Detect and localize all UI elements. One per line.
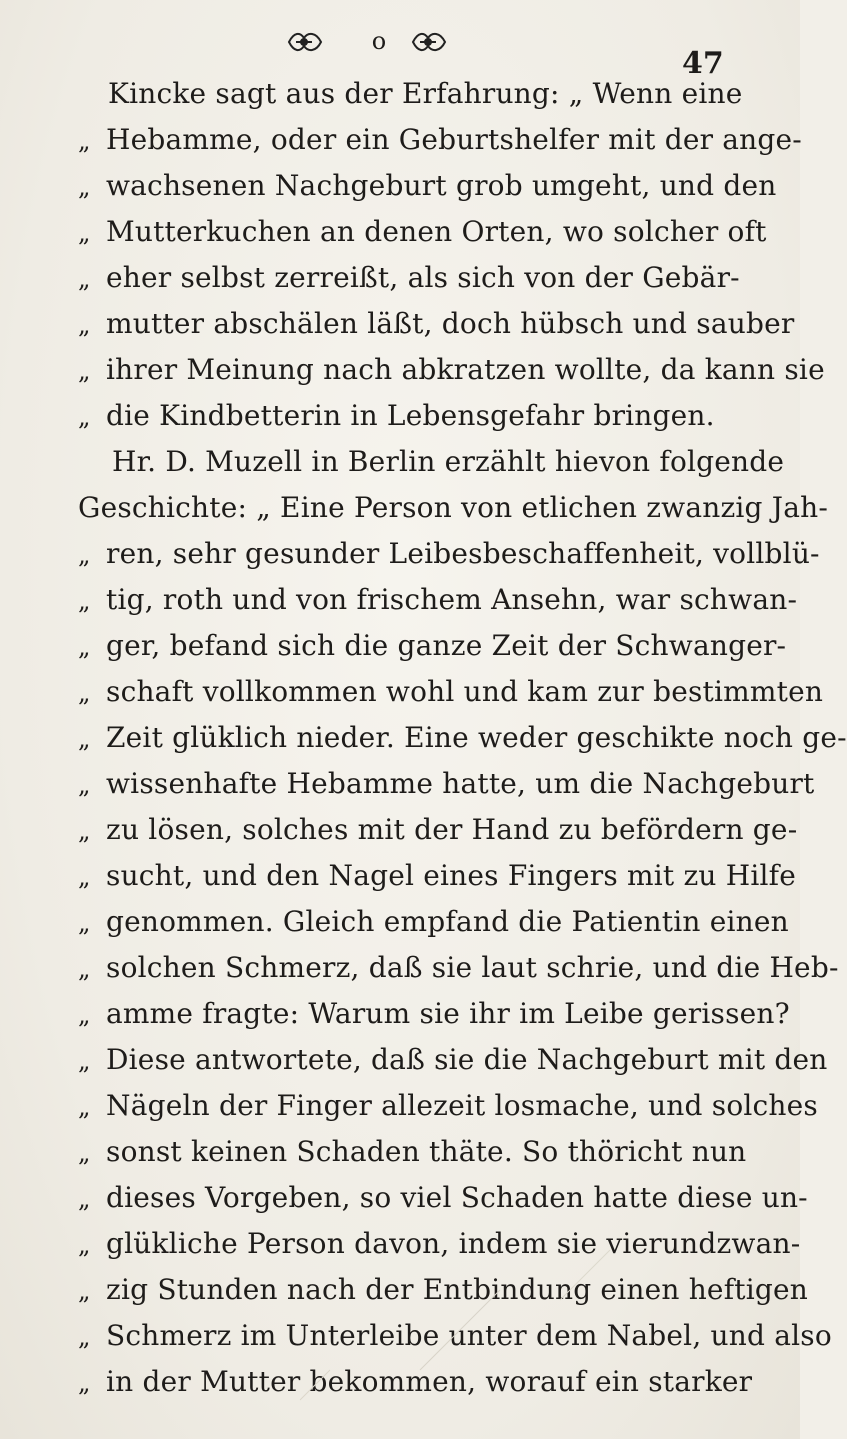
text-line <box>78 1312 832 1360</box>
line-text: Mutterkuchen an denen Orten, wo solcher oft <box>106 215 767 248</box>
line-text: wissenhafte Hebamme hatte, um die Nachgeburt <box>106 767 815 800</box>
line-text: schaft vollkommen wohl und kam zur bestimmten <box>106 675 824 708</box>
text-line <box>78 990 790 1038</box>
quote-mark: „ <box>78 633 91 661</box>
quote-mark: „ <box>78 403 91 431</box>
text-line <box>78 162 777 210</box>
text-line <box>78 944 839 992</box>
line-text: Kincke sagt aus der Erfahrung: „ Wenn eine <box>108 77 743 110</box>
text-line <box>78 1358 768 1406</box>
quote-mark: „ <box>78 679 91 707</box>
line-text: die Kindbetterin in Lebensgefahr bringen. <box>106 399 715 432</box>
line-text: genommen. Gleich empfand die Patientin einen <box>106 905 789 938</box>
quote-mark: „ <box>78 1185 91 1213</box>
quote-mark: „ <box>78 817 91 845</box>
quote-mark: „ <box>78 219 91 247</box>
text-line <box>78 760 815 808</box>
quote-mark: „ <box>78 909 91 937</box>
line-text: eher selbst zerreißt, als sich von der Gebär- <box>106 261 740 294</box>
page-header <box>0 22 800 81</box>
text-line <box>78 1036 828 1084</box>
text-line <box>78 300 795 348</box>
line-text: Geschichte: „ Eine Person von etlichen zwanzig Jah- <box>78 491 828 524</box>
line-text: Zeit glüklich nieder. Eine weder geschikte noch ge- <box>106 721 847 754</box>
text-line <box>78 806 798 854</box>
quote-mark: „ <box>78 173 91 201</box>
quote-mark: „ <box>78 1139 91 1167</box>
text-line <box>78 116 802 164</box>
text-line <box>78 484 828 532</box>
text-line <box>78 1082 818 1130</box>
quote-mark: „ <box>78 725 91 753</box>
text-line <box>78 1128 768 1176</box>
text-line <box>78 392 768 440</box>
line-text: Hebamme, oder ein Geburtshelfer mit der ange- <box>106 123 802 156</box>
line-text: Diese antwortete, daß sie die Nachgeburt mit den <box>106 1043 828 1076</box>
line-text: Hr. D. Muzell in Berlin erzählt hievon folgende <box>112 445 785 478</box>
text-line <box>78 1174 808 1222</box>
text-line <box>78 622 787 670</box>
text-line <box>78 1220 801 1268</box>
line-text: Nägeln der Finger allezeit losmache, und solches <box>106 1089 818 1122</box>
line-text: ger, befand sich die ganze Zeit der Schwanger- <box>106 629 787 662</box>
line-text: tig, roth und von frischem Ansehn, war schwan- <box>106 583 798 616</box>
ornament-icon <box>410 28 448 56</box>
text-line <box>78 576 798 624</box>
text-line <box>112 438 802 486</box>
quote-mark: „ <box>78 1047 91 1075</box>
text-line <box>78 208 768 256</box>
text-line <box>78 898 789 946</box>
text-line <box>78 254 768 302</box>
quote-mark: „ <box>78 1093 91 1121</box>
line-text: solchen Schmerz, daß sie laut schrie, und die Heb- <box>106 951 839 984</box>
quote-mark: „ <box>78 1001 91 1029</box>
line-text: in der Mutter bekommen, worauf ein starker <box>106 1365 753 1398</box>
quote-mark: „ <box>78 541 91 569</box>
line-text: amme fragte: Warum sie ihr im Leibe gerissen? <box>106 997 790 1030</box>
quote-mark: „ <box>78 1369 91 1397</box>
text-line <box>78 852 796 900</box>
text-line <box>78 346 825 394</box>
line-text: ihrer Meinung nach abkratzen wollte, da kann sie <box>106 353 825 386</box>
line-text: zu lösen, solches mit der Hand zu befördern ge- <box>106 813 798 846</box>
line-text: Schmerz im Unterleibe unter dem Nabel, und also <box>106 1319 832 1352</box>
quote-mark: „ <box>78 357 91 385</box>
quote-mark: „ <box>78 127 91 155</box>
center-mark: o <box>371 27 387 55</box>
line-text: glükliche Person davon, indem sie vierundzwan- <box>106 1227 801 1260</box>
quote-mark: „ <box>78 955 91 983</box>
quote-mark: „ <box>78 1277 91 1305</box>
text-line <box>78 714 847 762</box>
text-line <box>78 1266 808 1314</box>
quote-mark: „ <box>78 265 91 293</box>
quote-mark: „ <box>78 1323 91 1351</box>
line-text: mutter abschälen läßt, doch hübsch und sauber <box>106 307 795 340</box>
line-text: wachsenen Nachgeburt grob umgeht, und den <box>106 169 777 202</box>
quote-mark: „ <box>78 771 91 799</box>
quote-mark: „ <box>78 587 91 615</box>
ornament-icon <box>286 28 324 56</box>
line-text: dieses Vorgeben, so viel Schaden hatte diese un- <box>106 1181 808 1214</box>
line-text: zig Stunden nach der Entbindung einen heftigen <box>106 1273 808 1306</box>
text-line <box>78 530 820 578</box>
text-line <box>78 668 824 716</box>
quote-mark: „ <box>78 1231 91 1259</box>
text-line <box>108 70 798 118</box>
header-ornaments <box>286 22 566 62</box>
page-number: 47 <box>682 46 724 81</box>
line-text: sucht, und den Nagel eines Fingers mit zu Hilfe <box>106 859 796 892</box>
line-text: sonst keinen Schaden thäte. So thöricht nun <box>106 1135 747 1168</box>
quote-mark: „ <box>78 311 91 339</box>
quote-mark: „ <box>78 863 91 891</box>
line-text: ren, sehr gesunder Leibesbeschaffenheit, vollblü- <box>106 537 820 570</box>
